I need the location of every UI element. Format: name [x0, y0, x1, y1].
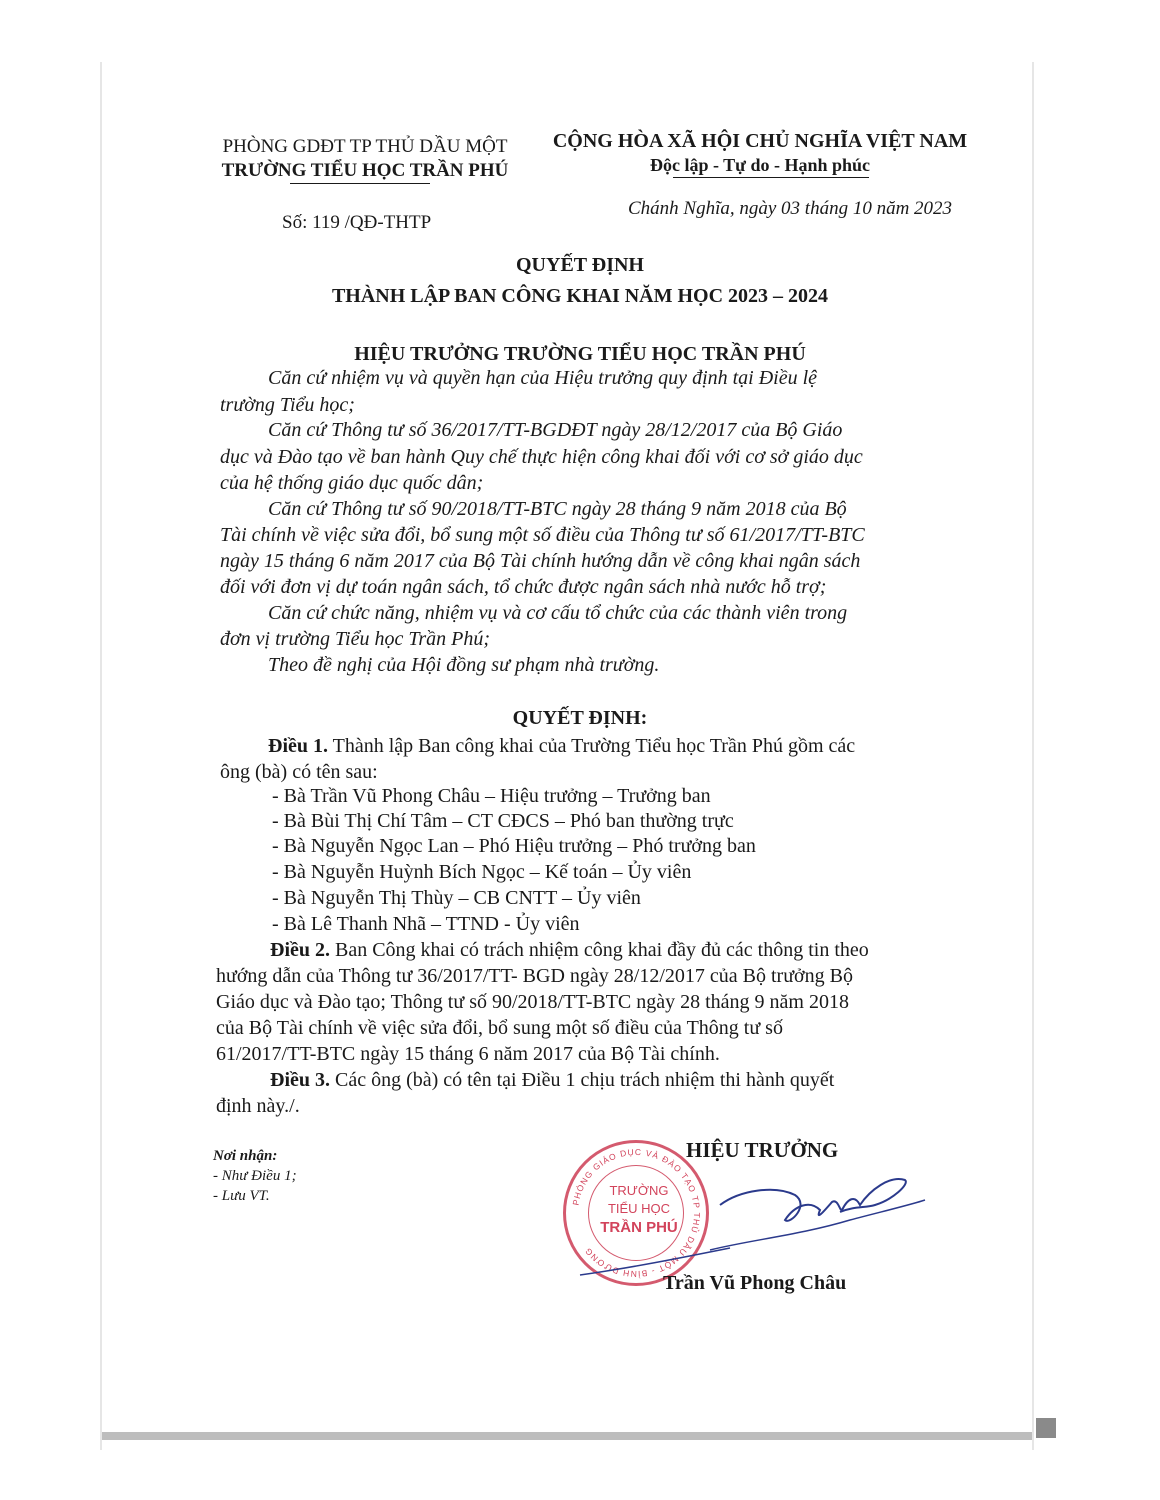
preamble-line: Căn cứ nhiệm vụ và quyền hạn của Hiệu trưởng quy định tại Điều lệ	[268, 367, 818, 389]
country-name: CỘNG HÒA XÃ HỘI CHỦ NGHĨA VIỆT NAM	[552, 130, 968, 152]
national-motto: Độc lập - Tự do - Hạnh phúc	[649, 155, 871, 175]
article-2	[270, 937, 869, 963]
preamble-line: ngày 15 tháng 6 năm 2017 của Bộ Tài chính hướng dẫn về công khai ngân sách	[220, 550, 861, 572]
page-corner-mark	[1036, 1418, 1056, 1438]
preamble-line: Căn cứ Thông tư số 90/2018/TT-BTC ngày 28 tháng 9 năm 2018 của Bộ	[268, 498, 847, 520]
page-edge-shadow	[102, 1432, 1032, 1440]
article-2-text: của Bộ Tài chính về việc sửa đổi, bổ sung một số điều của Thông tư số	[216, 1017, 783, 1039]
preamble-line: đơn vị trường Tiểu học Trần Phú;	[220, 628, 491, 650]
article-1-text: Thành lập Ban công khai của Trường Tiểu học Trần Phú gồm các	[328, 735, 856, 757]
article-2-text: hướng dẫn của Thông tư 36/2017/TT- BGD ngày 28/12/2017 của Bộ trưởng Bộ	[216, 965, 853, 987]
issuing-authority: HIỆU TRƯỞNG TRƯỜNG TIỂU HỌC TRẦN PHÚ	[354, 343, 806, 365]
article-2-text: Ban Công khai có trách nhiệm công khai đầy đủ các thông tin theo	[330, 939, 869, 961]
recipient-item: - Như Điều 1;	[213, 1168, 297, 1184]
article-2-text: Giáo dục và Đào tạo; Thông tư số 90/2018/TT-BTC ngày 28 tháng 9 năm 2018	[216, 991, 849, 1013]
article-2-label: Điều 2.	[270, 939, 330, 961]
signer-role: HIỆU TRƯỞNG	[686, 1138, 839, 1162]
preamble-line: Tài chính về việc sửa đổi, bổ sung một số điều của Thông tư số 61/2017/TT-BTC	[220, 524, 865, 546]
motto-underline	[673, 177, 869, 178]
stamp-line: TRƯỜNG	[609, 1183, 669, 1198]
article-1-label: Điều 1.	[268, 735, 328, 757]
member-item: - Bà Nguyễn Ngọc Lan – Phó Hiệu trưởng – Phó trưởng ban	[272, 835, 756, 857]
recipient-item: - Lưu VT.	[213, 1188, 270, 1204]
preamble-line: Căn cứ chức năng, nhiệm vụ và cơ cấu tổ chức của các thành viên trong	[268, 602, 848, 624]
signer-name: Trần Vũ Phong Châu	[663, 1272, 847, 1294]
member-item: - Bà Trần Vũ Phong Châu – Hiệu trưởng – Trưởng ban	[272, 785, 711, 807]
place-date: Chánh Nghĩa, ngày 03 tháng 10 năm 2023	[628, 198, 953, 219]
preamble-line: đối với đơn vị dự toán ngân sách, tổ chức được ngân sách nhà nước hỗ trợ;	[220, 576, 827, 598]
member-item: - Bà Nguyễn Huỳnh Bích Ngọc – Kế toán – Ủy viên	[272, 861, 692, 883]
preamble-line: của hệ thống giáo dục quốc dân;	[220, 472, 484, 494]
agency-name: PHÒNG GDĐT TP THỦ DẦU MỘT	[222, 136, 508, 157]
decision-subtitle: THÀNH LẬP BAN CÔNG KHAI NĂM HỌC 2023 – 2024	[331, 285, 829, 307]
stamp-line: TRẦN PHÚ	[600, 1219, 678, 1236]
article-3-text: Các ông (bà) có tên tại Điều 1 chịu trách nhiệm thi hành quyết	[330, 1069, 835, 1091]
handwritten-signature	[570, 1150, 930, 1290]
svg-text:PHÒNG GIÁO DỤC VÀ ĐÀO TẠO TP T: PHÒNG GIÁO DỤC VÀ ĐÀO TẠO TP THỦ DẦU MỘT - BÌNH DƯƠNG	[570, 1146, 703, 1280]
member-item: - Bà Lê Thanh Nhã – TTND - Ủy viên	[272, 913, 580, 935]
article-3-text: định này./.	[216, 1095, 300, 1117]
decision-title: QUYẾT ĐỊNH	[516, 254, 644, 276]
school-name: TRƯỜNG TIỂU HỌC TRẦN PHÚ	[221, 160, 509, 181]
decision-heading: QUYẾT ĐỊNH:	[512, 707, 648, 729]
document-number: Số: 119 /QĐ-THTP	[282, 212, 432, 233]
recipients-title: Nơi nhận:	[213, 1148, 278, 1164]
preamble-line: trường Tiểu học;	[220, 394, 355, 416]
article-1-text: ông (bà) có tên sau:	[220, 761, 378, 783]
preamble-line: Căn cứ Thông tư số 36/2017/TT-BGDĐT ngày 28/12/2017 của Bộ Giáo	[268, 419, 843, 441]
stamp-line: TIỂU HỌC	[607, 1201, 671, 1216]
article-3	[270, 1067, 834, 1093]
member-item: - Bà Nguyễn Thị Thùy – CB CNTT – Ủy viên	[272, 887, 641, 909]
member-item: - Bà Bùi Thị Chí Tâm – CT CĐCS – Phó ban thường trực	[272, 810, 734, 832]
article-1	[268, 733, 855, 759]
article-2-text: 61/2017/TT-BTC ngày 15 tháng 6 năm 2017 của Bộ Tài chính.	[216, 1043, 720, 1065]
article-3-label: Điều 3.	[270, 1069, 330, 1091]
school-underline	[290, 183, 430, 184]
preamble-line: dục và Đào tạo về ban hành Quy chế thực hiện công khai đối với cơ sở giáo dục	[220, 446, 863, 468]
preamble-line: Theo đề nghị của Hội đồng sư phạm nhà trường.	[268, 654, 660, 676]
